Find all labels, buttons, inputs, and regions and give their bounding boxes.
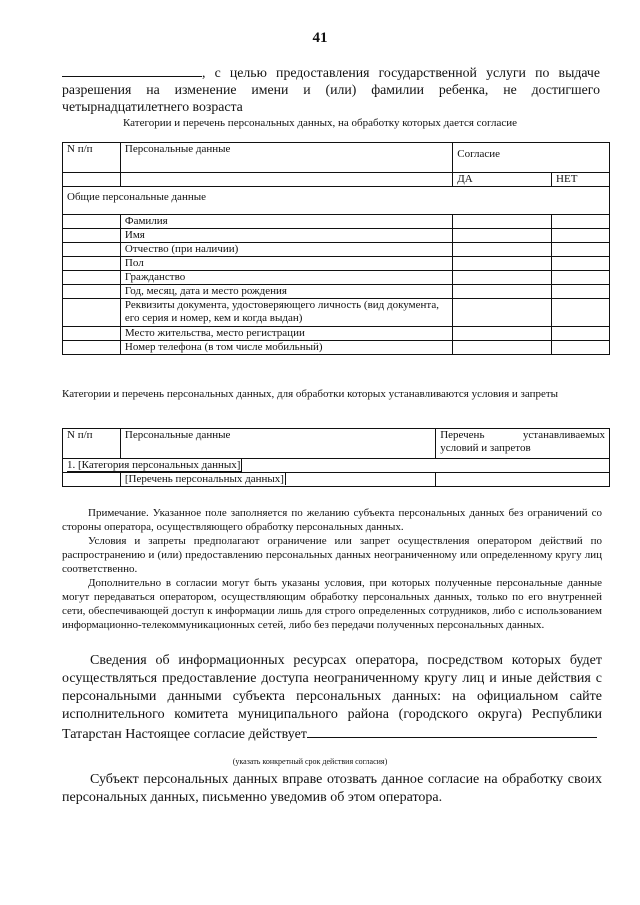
header-personal-data: Персональные данные (120, 143, 452, 173)
header-personal-data: Персональные данные (120, 429, 435, 459)
header-num: N п/п (63, 143, 121, 173)
row-label: Пол (120, 257, 452, 271)
category-label: 1. [Категория персональных данных] (67, 459, 241, 471)
conditions-cell[interactable] (436, 473, 610, 487)
yes-cell[interactable] (453, 299, 552, 327)
yes-cell[interactable] (453, 341, 552, 355)
notes-block (62, 506, 602, 632)
empty-cell (63, 473, 121, 487)
list-label: [Перечень персональных данных] (124, 473, 284, 485)
note-paragraph: Примечание. Указанное поле заполняется по желанию субъекта персональных данных без ограничений со стороны оператора, осуществляющего обработку персональных данных. (62, 507, 602, 533)
table-row (63, 285, 610, 299)
list-row (120, 473, 435, 487)
yes-cell[interactable] (453, 215, 552, 229)
header-no: НЕТ (552, 173, 610, 187)
section-general: Общие персональные данные (63, 187, 610, 215)
yes-cell[interactable] (453, 229, 552, 243)
personal-data-consent-table (62, 142, 610, 355)
table1-caption: Категории и перечень персональных данных, на обработку которых дается согласие (122, 117, 517, 129)
yes-cell[interactable] (453, 327, 552, 341)
note-paragraph: Условия и запреты предполагают ограничение или запрет осуществления оператором действий по распространению и (или) предоставлению персональных данных неограниченному или определенному кругу лиц соответственно. (62, 535, 602, 575)
no-cell[interactable] (552, 285, 610, 299)
header-empty-cell (120, 173, 452, 187)
table-row (63, 327, 610, 341)
row-label: Фамилия (120, 215, 452, 229)
row-label: Место жительства, место регистрации (120, 327, 452, 341)
info-text: Сведения об информационных ресурсах оператора, посредством которых будет осуществляться предоставление доступа неограниченному кругу лиц и иные действия с персональными данными субъекта персональных данных: на официальном сайте исполнительного комитета муниципального района (городского округа) Республики Татарстан Настоящее согласие действует (62, 653, 602, 742)
row-label: Номер телефона (в том числе мобильный) (120, 341, 452, 355)
page-number: 41 (312, 30, 328, 46)
table-row (63, 257, 610, 271)
no-cell[interactable] (552, 215, 610, 229)
no-cell[interactable] (552, 271, 610, 285)
yes-cell[interactable] (453, 243, 552, 257)
no-cell[interactable] (552, 327, 610, 341)
table-row (63, 299, 610, 327)
no-cell[interactable] (552, 229, 610, 243)
header-conditions: Перечень устанавливаемых условий и запретов (436, 429, 610, 459)
intro-text: , с целью предоставления государственной услуги по выдаче разрешения на изменение имени и (или) фамилии ребенка, не достигшего четырнадцатилетнего возраста (62, 65, 600, 114)
table-row (63, 215, 610, 229)
no-cell[interactable] (552, 243, 610, 257)
row-label: Отчество (при наличии) (120, 243, 452, 257)
row-label: Имя (120, 229, 452, 243)
header-consent: Согласие (453, 143, 610, 173)
no-cell[interactable] (552, 341, 610, 355)
category-row (63, 459, 610, 473)
yes-cell[interactable] (453, 257, 552, 271)
yes-cell[interactable] (453, 285, 552, 299)
yes-cell[interactable] (453, 271, 552, 285)
no-cell[interactable] (552, 299, 610, 327)
header-num: N п/п (63, 429, 121, 459)
conditions-table (62, 428, 610, 487)
info-resources-paragraph (62, 652, 602, 744)
row-label: Год, месяц, дата и место рождения (120, 285, 452, 299)
row-label: Реквизиты документа, удостоверяющего личность (вид документа, его серия и номер, кем и когда выдан) (120, 299, 452, 327)
final-paragraph: Субъект персональных данных вправе отозвать данное согласие на обработку своих персональных данных, письменно уведомив об этом оператора. (62, 772, 602, 805)
term-blank-line[interactable] (307, 724, 597, 738)
table-row (63, 229, 610, 243)
row-label: Гражданство (120, 271, 452, 285)
term-hint: (указать конкретный срок действия согласия) (232, 757, 388, 766)
table-row (63, 243, 610, 257)
table2-caption: Категории и перечень персональных данных, для обработки которых устанавливаются условия и запреты (62, 388, 559, 400)
table-row (63, 271, 610, 285)
note-paragraph: Дополнительно в согласии могут быть указаны условия, при которых полученные персональные данные могут передаваться оператором, осуществляющим обработку персональных данных, только по его внутренней сети, обеспечивающей доступ к информации лишь для строго определенных сотрудников, либо с использованием информационно-телекоммуникационных сетей, либо без передачи полученных персональных данных. (62, 577, 602, 631)
name-blank-line (62, 64, 202, 77)
header-yes: ДА (453, 173, 552, 187)
no-cell[interactable] (552, 257, 610, 271)
table-row (63, 341, 610, 355)
intro-paragraph (62, 64, 600, 115)
header-empty-cell (63, 173, 121, 187)
